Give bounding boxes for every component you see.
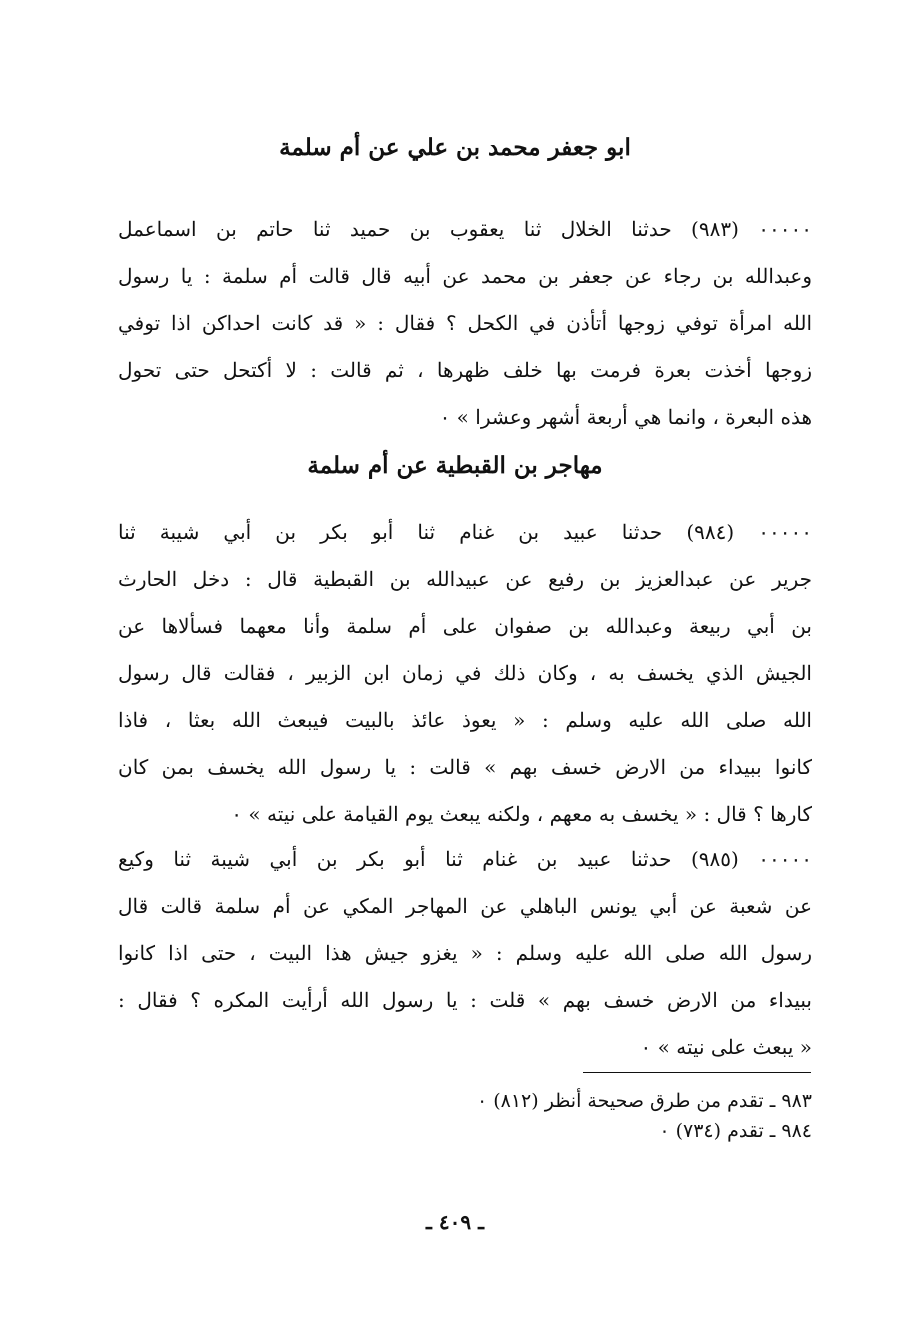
text-line: زوجها أخذت بعرة فرمت بها خلف ظهرها ، ثم قالت : لا أكتحل حتى تحول	[118, 358, 812, 382]
text-line: كانوا ببيداء من الارض خسف بهم » قالت : يا رسول الله يخسف بمن كان	[118, 755, 812, 779]
text-line: الله صلى الله عليه وسلم : « يعوذ عائذ بالبيت فيبعث الله بعثا ، فاذا	[118, 708, 812, 732]
page-number: ـ ٤٠٩ ـ	[426, 1210, 484, 1234]
text-line: ٠٠٠٠٠ (٩٨٥) حدثنا عبيد بن غنام ثنا أبو بكر بن أبي شيبة ثنا وكيع	[118, 847, 812, 871]
text-line: رسول الله صلى الله عليه وسلم : « يغزو جيش هذا البيت ، حتى اذا كانوا	[118, 941, 812, 965]
text-line: « يبعث على نيته » ٠	[640, 1035, 812, 1059]
text-line: ٠٠٠٠٠ (٩٨٤) حدثنا عبيد بن غنام ثنا أبو بكر بن أبي شيبة ثنا	[118, 520, 812, 544]
section-heading: ابو جعفر محمد بن علي عن أم سلمة	[279, 134, 631, 161]
footnote: ٩٨٤ ـ تقدم (٧٣٤) ٠	[659, 1120, 812, 1142]
text-line: وعبدالله بن رجاء عن جعفر بن محمد عن أبيه قال قالت أم سلمة : يا رسول	[118, 264, 812, 288]
text-line: ببيداء من الارض خسف بهم » قلت : يا رسول الله أرأيت المكره ؟ فقال :	[118, 988, 812, 1012]
text-line: الله امرأة توفي زوجها أتأذن في الكحل ؟ فقال : « قد كانت احداكن اذا توفي	[118, 311, 812, 335]
text-line: كارها ؟ قال : « يخسف به معهم ، ولكنه يبعث يوم القيامة على نيته » ٠	[231, 802, 812, 826]
footnote: ٩٨٣ ـ تقدم من طرق صحيحة أنظر (٨١٢) ٠	[476, 1090, 812, 1112]
text-line: جرير عن عبدالعزيز بن رفيع عن عبيدالله بن القبطية قال : دخل الحارث	[118, 567, 812, 591]
section-heading: مهاجر بن القبطية عن أم سلمة	[307, 452, 603, 479]
hadith-paragraph-983	[118, 206, 812, 441]
footnote-divider	[583, 1072, 811, 1073]
text-line: عن شعبة عن أبي يونس الباهلي عن المهاجر المكي عن أم سلمة قالت قال	[118, 894, 812, 918]
hadith-paragraph-984	[118, 509, 812, 838]
hadith-paragraph-985	[118, 836, 812, 1071]
text-line: هذه البعرة ، وانما هي أربعة أشهر وعشرا » ٠	[439, 405, 812, 429]
text-line: بن أبي ربيعة وعبدالله بن صفوان على أم سلمة وأنا معهما فسألاها عن	[118, 614, 812, 638]
text-line: الجيش الذي يخسف به ، وكان ذلك في زمان ابن الزبير ، فقالت قال رسول	[118, 661, 812, 685]
text-line: ٠٠٠٠٠ (٩٨٣) حدثنا الخلال ثنا يعقوب بن حميد ثنا حاتم بن اسماعمل	[118, 217, 812, 241]
